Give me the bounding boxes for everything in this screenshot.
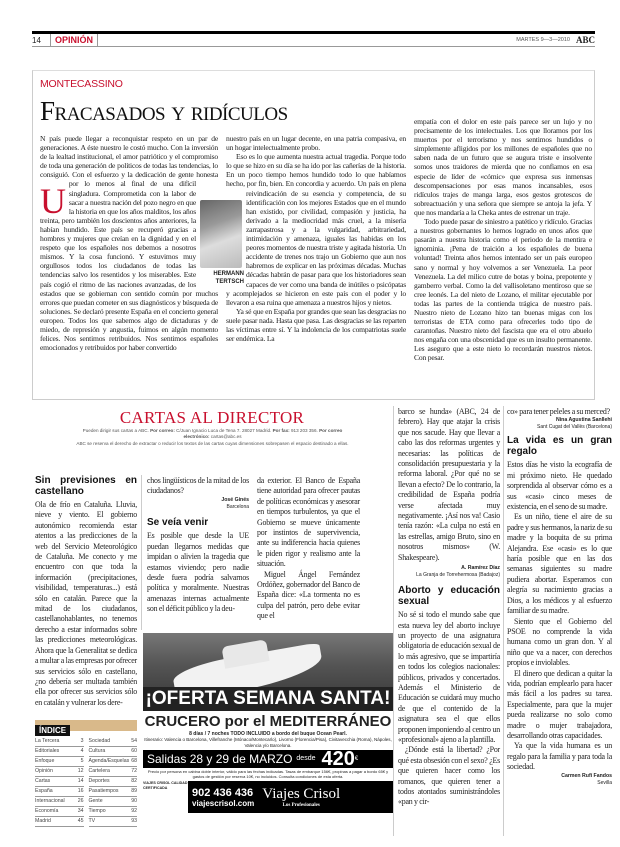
price: 420	[321, 748, 355, 770]
info-text: ABC se reserva el derecho de extractar o reducir los textos de las cartas cuyas dimensiones sobrepasen el espacio destinado a ellas.	[76, 440, 349, 446]
index-section-name: Enfoque	[35, 758, 55, 764]
column-divider	[141, 475, 142, 630]
index-entry	[35, 817, 84, 827]
index-right-column	[89, 737, 138, 827]
index-section-name: Opinión	[35, 768, 53, 774]
letters-column-2	[147, 476, 249, 615]
letter-body: Miguel Ángel Fernández Ordóñez, gobernador del Banco de España dice: «La tormenta no es culpa del patrón, pero debe evitar que el	[257, 569, 360, 621]
brand-logo	[262, 785, 340, 809]
page-number: 14	[32, 35, 41, 45]
letter-body: Es un niño, tiene el aire de su padre y sus hermanos, la nariz de su madre y la boquita de su prima Alejandra. Ese «casi» es lo que haría posible que en las dos semanas siguientes su madre pudiera abortar. Esperamos con alegría su nacimiento gracias a Dios, a los médicos y al esfuerzo familiar de su madre.	[507, 512, 612, 616]
index-section-name: Sociedad	[88, 738, 111, 744]
currency: €	[354, 756, 359, 762]
index-page-number: 92	[131, 808, 137, 814]
index-entry	[35, 747, 84, 757]
letter-title: La vida es un gran regalo	[507, 435, 612, 457]
column-divider	[503, 406, 504, 836]
letters-column-4	[398, 407, 500, 808]
drop-cap: U	[40, 181, 66, 221]
letter-body: Es posible que desde la UE puedan llegarnos medidas que impidan o alivien la tragedia que estamos viviendo; pero nadie desde fuera podría salvarnos política y moralmente. Nuestras amenazas internas actualmente son el déficit público y la deu-	[147, 531, 249, 614]
index-entry	[89, 787, 138, 797]
letter-body: ¿Dónde está la libertad? ¿Por qué esta obsesión con el sexo? ¿Es que quieren hacer como los romanos, que quieren tener a todos atontados suministrándoles «pan y cir-	[398, 745, 500, 807]
index-page-number: 3	[80, 738, 84, 744]
letter-title: Sin previsiones en castellano	[35, 475, 137, 497]
index-page-number: 45	[77, 818, 84, 824]
letter-place: Barcelona	[226, 503, 249, 510]
letters-section-title: CARTAS AL DIRECTOR	[119, 408, 305, 427]
letters-column-1	[35, 472, 137, 708]
paragraph: Ya sé que en España por grandes que sean las desgracias no suele pasar nada. Hasta que pasa. Las desgracias se las reparten las víctimas entre sí. Y la indolencia de los compatriotas suele ser endémica. La	[226, 306, 406, 344]
letters-submission-info	[70, 428, 355, 447]
abc-logo: ABC	[575, 35, 595, 45]
index-section-name: Tiempo	[88, 808, 106, 814]
issue-date: MARTES 9—3—2010	[516, 37, 570, 43]
index-page-number: 89	[131, 788, 137, 794]
index-page-number: 82	[131, 778, 137, 784]
index-entry	[89, 777, 138, 787]
article-column-3	[414, 117, 592, 397]
index-section-name: Cartas	[35, 778, 51, 784]
index-section-name: Editoriales	[35, 748, 60, 754]
index-page-number: 54	[131, 738, 137, 744]
index-title: ÍNDICE	[35, 725, 70, 736]
letter-signature	[147, 497, 249, 511]
column-divider	[393, 406, 394, 836]
ad-itinerary: Itinerario: Valencia o Barcelona, Villefranche (Mónaco/Montecarlo), Livorno (Florencia/Pisa), Civitavecchia (Roma), Nápoles, Valencia y/o Barcelona.	[144, 737, 392, 748]
letter-body: co» para tener peleles a su merced?	[507, 407, 610, 416]
section-label: OPINIÓN	[50, 34, 98, 47]
index-page-number: 34	[77, 808, 84, 814]
letter-title: Aborto y educación sexual	[398, 585, 500, 607]
letter-signature	[507, 417, 612, 431]
author-name: HERMANN TERTSCH	[213, 271, 244, 285]
index-section-name: Pasatiempos	[88, 788, 119, 794]
index-section-name: Madrid	[35, 818, 51, 824]
letter-body: Siento que el Gobierno del PSOE no comprende la vida humana como un gran don. Y al niño que va a nacer, con derechos propios e inviolables.	[507, 616, 612, 668]
info-label: Por fax:	[272, 428, 290, 433]
letters-column-5	[507, 407, 612, 787]
quality-certification: VIAJES CRISOL CALIDAD CERTIFICADA	[143, 781, 188, 790]
brand-tagline: Los Profesionales	[282, 803, 320, 808]
index-entry	[89, 797, 138, 807]
index-section-name: Internacional	[35, 798, 65, 804]
index-entry	[89, 757, 138, 767]
index-page-number: 26	[77, 798, 84, 804]
paragraph: Todo puede pasar de siniestro a patético y ridículo. Gracias a nuestros gobernantes lo hemos logrado en unos años que pasarán a nuestra historia como el periodo de la mentira e ignominia. ¡Pena de traición a los españoles de buena voluntad! Treinta años hemos intentado ser un país europeo sano y normal y hoy volvemos a ser Venezuela. La peor Venezuela. La del milico cutre de botas y boina, prepotente y gamberro verbal. Como la del vallisoletano mentiroso que se cree leonés. La del nieto de Lozano, el militar ejecutable por todas las partes de la contienda trágica de nuestro país. Nuestro nieto de Lozano hizo tan buenas migas con los terroristas de ETA como para ofrecerles todo tipo de carantoñas. Nuestro nieto del fascista que era el otro abuelo nos engaña con una obscenidad que es un insulto permanente. Les aseguro que a este nieto lo recordarán nuestros nietos. Con pesar.	[414, 217, 592, 363]
column-kicker: MONTECASSINO	[40, 78, 123, 90]
ad-website[interactable]: viajescrisol.com	[192, 798, 255, 808]
index-section-name: Cartelera	[88, 768, 110, 774]
index-page-number: 90	[131, 798, 137, 804]
index-page-number: 5	[80, 758, 84, 764]
index-section-name: España	[35, 788, 53, 794]
letter-body: No sé si todo el mundo sabe que esta nueva ley del aborto incluye un proyecto de una asignatura obligatoria de educación sexual de lo más agresivo, que se impartiría en todos los colegios nacionales: públicos, privados y concertados. Además el Ministerio de Educación se cuidará muy mucho de que el contenido de la asignatura sea el que ellos proponen imponiendo al centro un «profesional» ajeno a la plantilla.	[398, 610, 500, 744]
index-entry	[35, 767, 84, 777]
index-page-number: 4	[80, 748, 84, 754]
letter-signature	[507, 773, 612, 787]
letter-author: Nina Agustina Sanllehi	[555, 417, 612, 424]
index-entry	[35, 757, 84, 767]
index-section-name: La Tercera	[35, 738, 60, 744]
ad-departures	[143, 750, 393, 768]
letter-place: Sevilla	[597, 779, 612, 786]
index-entry	[35, 807, 84, 817]
page-header	[32, 34, 595, 47]
email-link[interactable]: cartas@abc.es	[209, 434, 242, 440]
ad-phone[interactable]: 902 436 436	[192, 786, 254, 799]
letter-body: Ola de frío en Cataluña. Lluvia, nieve y viento. El gobierno autonómico recomienda estar atentos a las predicciones de la web del Servicio Meteorológico de Cataluña. Me conecto y me encuentro con que toda la información (precipitaciones, visibilidad, temperaturas...) está sólo en catalán. Parece que la mitad de los ciudadanos, castellanohablantes, no tenemos derecho a estar informados sobre las predicciones meteorológicas. Ahora que la Generalitat se dedica a multar a las empresas por ofrecer sus servicios sólo en castellano, ¿no debería ser multada también ella por ofrecer sus servicios sólo en catalán y vulnerar los dere-	[35, 500, 137, 707]
letter-author: A. Ramírez Díaz	[461, 565, 500, 572]
index-page-number: 72	[131, 768, 137, 774]
article-title: Fracasados y ridículos	[40, 96, 288, 126]
departure-dates: Salidas 28 y 29 de MARZO	[147, 752, 293, 766]
index-entry	[35, 787, 84, 797]
index-entry	[89, 807, 138, 817]
ad-subtitle: 8 días / 7 noches TODO INCLUIDO a bordo del buque Ocean Pearl.	[189, 731, 347, 737]
info-text: 913 203 356.	[289, 428, 320, 433]
index-entry	[35, 777, 84, 787]
letter-body: El dinero que dedican a quitar la vida, podrían emplearlo para hacer más fácil a los padres su tarea. Especialmente, para que la mujer pueda realizarse no solo como madre o mujer trabajadora, desarrollando otras capacidades.	[507, 668, 612, 740]
info-label: Por correo electrónico:	[183, 428, 343, 440]
index-section-name: Agenda/Esquelas	[88, 758, 130, 764]
index-section-name: Gente	[88, 798, 103, 804]
index-entry	[35, 737, 84, 747]
cruise-advertisement[interactable]	[143, 633, 393, 833]
index-entry	[89, 817, 138, 827]
index-left-column	[35, 737, 84, 827]
index-section-name: TV	[88, 818, 96, 824]
letter-place: Sant Cugat del Vallès (Barcelona)	[537, 424, 612, 431]
index-page-number: 12	[77, 768, 84, 774]
article-column-1	[40, 134, 218, 396]
index-page-number: 93	[131, 818, 137, 824]
index-entry	[35, 797, 84, 807]
letter-signature	[398, 565, 500, 579]
brand-name: Viajes Crisol	[262, 786, 341, 802]
letter-body: Ya que la vida humana es un regalo para la familia y para toda la sociedad.	[507, 741, 612, 772]
letter-body: da exterior. El Banco de España tiene autoridad para ofrecer pautas de políticas económicas y asesorar en tiempos turbulentos, ya que el Gobierno se mueve únicamente por instintos de supervivencia, ante su indiferencia hacia quienes le piden rigor y realismo ante la situación.	[257, 476, 360, 569]
index-header	[35, 720, 137, 735]
paragraph: Eso es lo que aumenta nuestra actual tragedia. Porque todo lo que se hizo en su día se ha ido por las cañerías de la historia. En un poco tiempo hemos hundido todo lo que habíamos hecho, por fin, bien. En concordia y acuerdo. Un país en plena reivindicación de su esencia y competencia, de su identificación con los mejores Estados que en el mundo han existido, por civilidad, compasión y justicia, ha derivado a la mediocridad más cruel, a la miseria zarrapastrosa y a la vulgaridad, arbitrariedad, intimidación y amenaza, iguales las habidas en los peores momentos de nuestra triste y agitada historia. Un accidente de trenes nos trajo un Gobierno que aun nos habremos de explicar en las próximas décadas. Muchas décadas habrán de pasar para que los historiadores sean capaces de ver como una banda de inútiles o psicópatas y acomplejados se hicieron en este país con el poder y lo llevaron a esa ruina que amenaza a nuestros hijos y nietos.	[226, 152, 406, 307]
letters-column-3	[257, 476, 360, 622]
info-text: Pueden dirigir sus cartas a ABC.	[82, 428, 151, 433]
index-section-name: Cultura	[88, 748, 106, 754]
index-entry	[89, 737, 138, 747]
info-label: Por correo:	[150, 428, 175, 433]
letter-body: barco se hunda» (ABC, 24 de febrero). Hay que atajar la crisis que nos sacude. Hay que llevar a cabo las dos reformas urgentes y necesarias: las políticas de consolidación presupuestaria y la reforma laboral. ¿Por qué no se llevan a efecto? De lo contrario, la credibilidad de España podría verse afectada muy negativamente. ¡Así nos va! Casio tenía razón: «La culpa no está en las estrellas, amigo Bruto, sino en nosotros mismos» (W. Shakespeare).	[398, 407, 500, 562]
article-column-2	[226, 134, 406, 396]
ad-headline: ¡OFERTA SEMANA SANTA!	[143, 687, 393, 711]
info-text: C/Juan Ignacio Luca de Tena 7. 28027 Madrid.	[174, 428, 273, 433]
price-from: desde	[296, 755, 316, 762]
letter-body: Estos días he visto la ecografía de mi próximo nieto. He quedado sorprendida al observar cómo es a sus «casi» cinco meses de existencia, en el seno de su madre.	[507, 460, 612, 512]
index-table	[35, 737, 137, 827]
letter-title: Se veía venir	[147, 516, 209, 528]
index-entry	[89, 767, 138, 777]
ad-fine-print: Precio por persona en cabina doble interior, válido para las fechas indicadas. Tasas de embarque 156€, propinas a pagar a bordo 65€ y gastos de gestión por reserva 10€, no incluidos. Consulta condiciones de esta oferta.	[147, 769, 389, 779]
paragraph: N país puede llegar a reconquistar respeto en un par de generaciones. A éste nuestro le costó mucho. Con la inversión de la lealtad institucional, el amor patriótico y el compromiso de toda una generación de políticos de todas las tendencias, lo consiguió. Con el esfuerzo y la dedicación de gente honesta por lo menos al final de una difícil singladura. Comprometida con la labor de sacar a nuestra nación del pozo negro en que la historia en que los años malditos, los años treinta, pero también los doscientos años anteriores, la habían hundido. Este país se recuperó gracias a hombres y mujeres que creían en la dignidad y en el respeto que los españoles nos debemos a nosotros mismos. Y la cosa funcionó. Y estuvimos muy orgullosos todos los ciudadanos de todas las tendencias salvo los resentidos y los miserables. Este país cogió el ritmo de las naciones avanzadas, de los estados que se gobiernan con sentido común por muchos errores que puedan cometer en sus diagnósticos y búsqueda de soluciones. Se declaró presente España en el concierto general europeo. Todos los que sabemos algo de dictaduras y de miedo, de represión y angustia, fuimos en algún momento felices. Nos sentimos retribuidos. Nos sentimos españoles emocionados y retribuidos por haber convertido	[40, 134, 218, 353]
ad-product: CRUCERO por el MEDITERRÁNEO	[144, 713, 392, 730]
index-page-number: 60	[131, 748, 137, 754]
index-page-number: 14	[77, 778, 84, 784]
index-section-name: Deportes	[88, 778, 110, 784]
paragraph: empatía con el dolor en este país parece ser un lujo y no precisamente de los intelectuales. Los que lloramos por los muertos por el terrorismo y nos sentimos hundidos o simplemente afligidos por los millones de españoles que no saben nada de un futuro que se augura triste e insolvente somos unos traidores de mierda que no confiamos en esa especie de líder de «cómic» que expresa sus inmensas descompensaciones por esas manos incansables, esos ridículos trajes de manga larga, esos gestos grotescos de sobreactuación y una señora que siempre se antoja la jefa. Y que nos mandaría a la Cheka antes de estrenar un traje.	[414, 117, 592, 217]
letter-place: La Granja de Torrehermosa (Badajoz)	[416, 572, 500, 579]
index-section-name: Economía	[35, 808, 59, 814]
index-page-number: 16	[77, 788, 84, 794]
index-page-number: 68	[131, 758, 137, 764]
letter-author: José Ginés	[221, 496, 249, 503]
index-entry	[89, 747, 138, 757]
letter-body: chos lingüísticos de la mitad de los ciudadanos?	[147, 476, 249, 496]
ad-contact	[188, 781, 393, 813]
paragraph: nuestro país en un lugar decente, en una patria compasiva, en un hogar intelectualmente probo.	[226, 134, 406, 153]
letter-author: Carmen Rufí Fandos	[561, 772, 612, 779]
